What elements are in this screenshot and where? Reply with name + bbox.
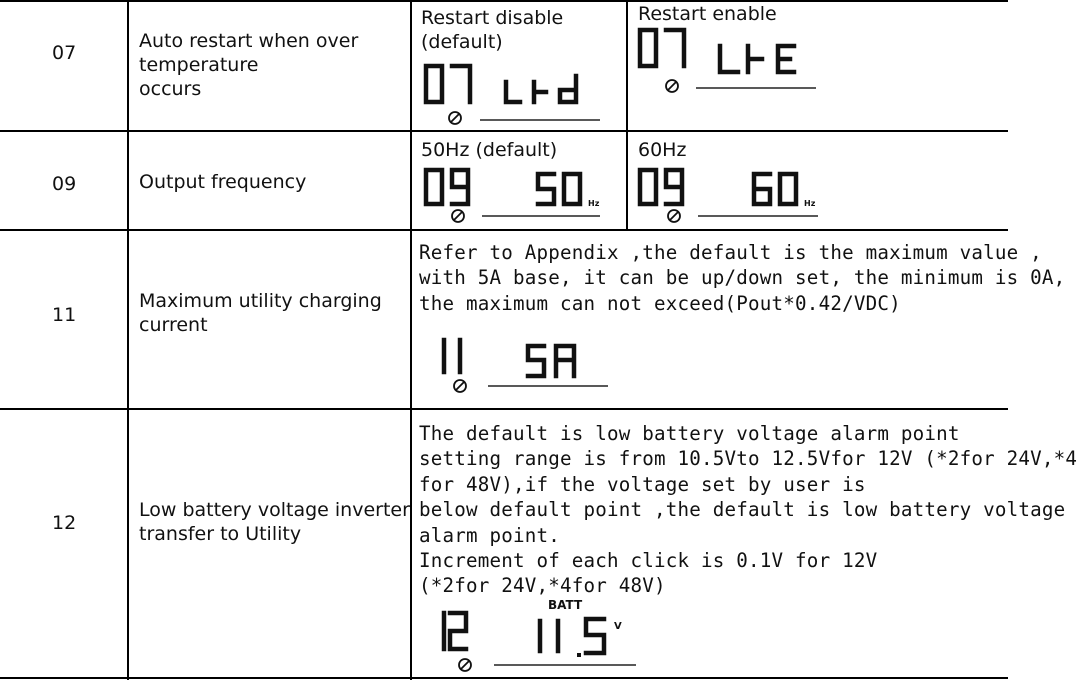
lcd-display-07-disable (420, 62, 610, 128)
wrench-icon (666, 80, 678, 92)
option-caption (421, 6, 563, 54)
notes-line: with 5A base, it can be up/down set, the minimum is 0A, (419, 266, 1066, 290)
svg-text:Hz: Hz (804, 199, 816, 208)
wrench-icon (454, 380, 466, 392)
option-caption: 50Hz (default) (421, 139, 558, 161)
description-line: Auto restart when over (139, 30, 359, 52)
description-line: transfer to Utility (139, 523, 302, 545)
notes-line: the maximum can not exceed(Pout*0.42/VDC) (419, 291, 901, 315)
description-line: temperature (139, 54, 259, 76)
notes-line: below default point ,the default is low battery voltage (419, 498, 1066, 522)
setting-code: 12 (52, 512, 77, 534)
setting-notes (419, 240, 1065, 316)
setting-description (139, 29, 358, 101)
setting-code: 11 (52, 304, 77, 326)
column-divider (626, 0, 628, 231)
setting-description (139, 498, 410, 546)
option-caption: 60Hz (638, 139, 687, 161)
notes-line: (*2for 24V,*4for 48V) (419, 574, 666, 598)
unit-v: V (614, 621, 622, 632)
lcd-display-09-50hz (420, 164, 615, 228)
description-line: occurs (139, 78, 202, 100)
option-caption: Restart enable (638, 3, 777, 25)
batt-indicator: BATT (548, 598, 583, 612)
wrench-icon (459, 659, 471, 671)
lcd-display-07-enable (634, 26, 824, 96)
notes-line: Increment of each click is 0.1V for 12V (419, 549, 878, 573)
row-divider (0, 677, 1008, 679)
column-divider (127, 0, 129, 680)
row-divider (0, 408, 1008, 410)
notes-line: alarm point. (419, 523, 561, 547)
description-line: current (139, 314, 208, 336)
notes-line: setting range is from 10.5Vto 12.5Vfor 12V (*2for 24V,*4 (419, 447, 1077, 471)
row-divider (0, 0, 1008, 2)
notes-line: Refer to Appendix ,the default is the maximum value , (419, 241, 1042, 264)
setting-description (139, 289, 382, 337)
notes-line: The default is low battery voltage alarm point (419, 422, 960, 445)
setting-code: 09 (52, 173, 77, 195)
lcd-display-12 (432, 595, 642, 675)
setting-description (139, 170, 306, 194)
wrench-icon (668, 210, 680, 222)
notes-line: for 48V),if the voltage set by user is (419, 472, 866, 496)
setting-notes (419, 421, 1077, 599)
lcd-display-11 (430, 332, 620, 400)
caption-line: (default) (421, 31, 503, 53)
row-divider (0, 229, 1008, 231)
caption-line: Restart disable (421, 7, 564, 29)
description-line: Maximum utility charging (139, 290, 382, 312)
description-line: Low battery voltage inverter (139, 499, 410, 521)
lcd-display-09-60hz (634, 164, 829, 228)
svg-text:Hz: Hz (588, 199, 600, 208)
wrench-icon (452, 210, 464, 222)
row-divider (0, 130, 1008, 132)
description-line: Output frequency (139, 171, 307, 193)
wrench-icon (449, 112, 461, 124)
setting-code: 07 (52, 42, 77, 64)
column-divider (410, 0, 412, 680)
